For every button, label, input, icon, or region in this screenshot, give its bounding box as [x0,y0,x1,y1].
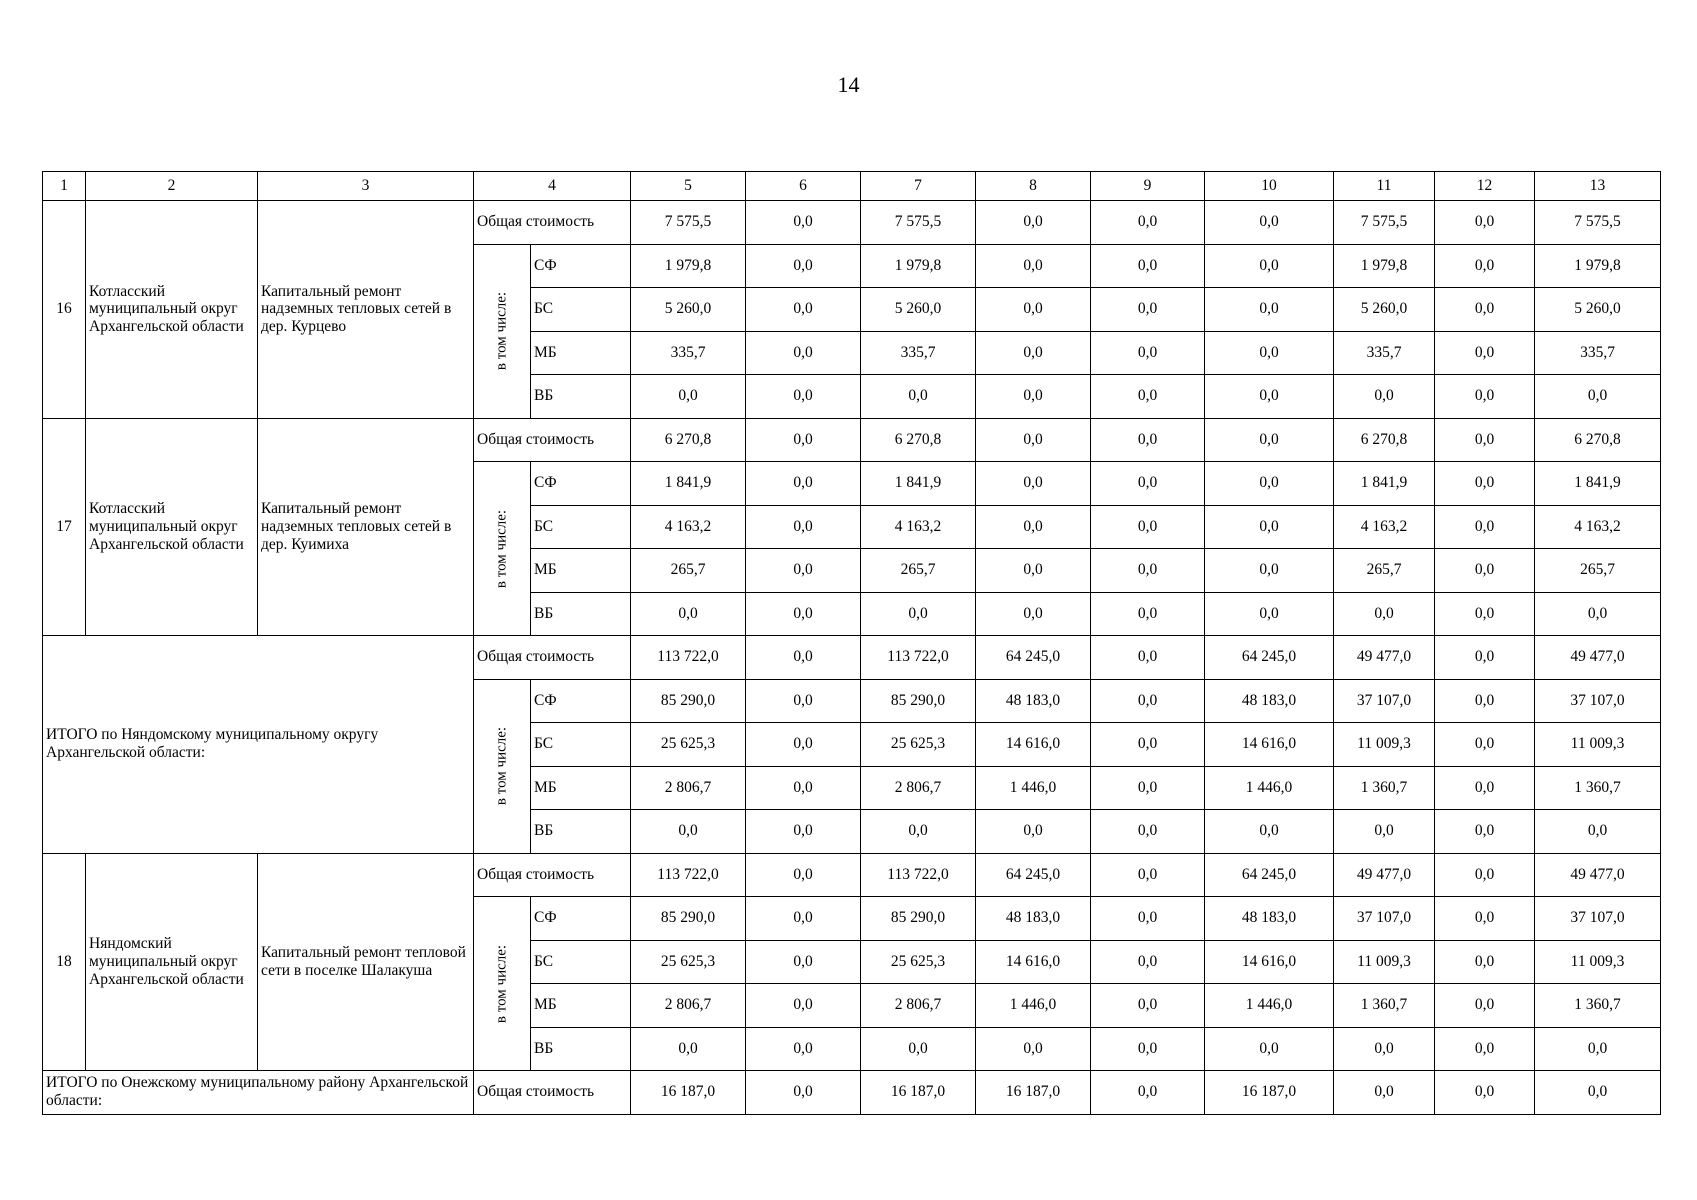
value-cell: 0,0 [746,331,861,375]
header-cell: 4 [474,172,631,201]
value-cell: 4 163,2 [861,505,976,549]
total-cost-label: Общая стоимость [474,1071,631,1115]
value-cell: 1 360,7 [1334,766,1435,810]
value-cell: 265,7 [861,549,976,593]
value-cell: 0,0 [1535,375,1661,419]
value-cell: 0,0 [1334,592,1435,636]
value-cell: 113 722,0 [861,853,976,897]
header-cell: 10 [1205,172,1334,201]
value-cell: 1 841,9 [861,462,976,506]
value-cell: 0,0 [861,375,976,419]
value-cell: 37 107,0 [1334,897,1435,941]
total-cost-label: Общая стоимость [474,418,631,462]
value-cell: 0,0 [1334,375,1435,419]
value-cell: 37 107,0 [1535,897,1661,941]
source-label: БС [531,505,631,549]
value-cell: 0,0 [976,375,1091,419]
value-cell: 0,0 [1091,201,1205,245]
district-name: Няндомский муниципальный округ Архангельской области [86,853,258,1071]
value-cell: 49 477,0 [1535,636,1661,680]
value-cell: 14 616,0 [976,940,1091,984]
total-cost-label: Общая стоимость [474,636,631,680]
value-cell: 1 446,0 [976,984,1091,1028]
value-cell: 0,0 [1334,1071,1435,1115]
table-row [43,1071,1661,1115]
value-cell: 335,7 [861,331,976,375]
header-cell: 11 [1334,172,1435,201]
value-cell: 0,0 [631,1027,746,1071]
value-cell: 0,0 [746,549,861,593]
value-cell: 85 290,0 [861,897,976,941]
value-cell: 0,0 [1091,897,1205,941]
value-cell: 0,0 [746,984,861,1028]
value-cell: 0,0 [1205,505,1334,549]
value-cell: 0,0 [1091,723,1205,767]
value-cell: 0,0 [976,418,1091,462]
value-cell: 0,0 [1205,549,1334,593]
value-cell: 0,0 [976,244,1091,288]
value-cell: 0,0 [1435,592,1535,636]
value-cell: 265,7 [1334,549,1435,593]
value-cell: 49 477,0 [1334,636,1435,680]
value-cell: 0,0 [1435,375,1535,419]
district-name: Котласский муниципальный округ Архангельской области [86,201,258,419]
value-cell: 0,0 [976,1027,1091,1071]
value-cell: 25 625,3 [631,940,746,984]
value-cell: 1 841,9 [1535,462,1661,506]
value-cell: 0,0 [1435,636,1535,680]
value-cell: 64 245,0 [1205,853,1334,897]
header-cell: 1 [43,172,86,201]
value-cell: 1 360,7 [1535,766,1661,810]
value-cell: 0,0 [1091,505,1205,549]
including-text: в том числе: [493,291,510,371]
value-cell: 0,0 [1091,375,1205,419]
value-cell: 0,0 [746,244,861,288]
value-cell: 0,0 [1205,331,1334,375]
value-cell: 48 183,0 [976,679,1091,723]
value-cell: 11 009,3 [1334,940,1435,984]
value-cell: 0,0 [746,636,861,680]
value-cell: 0,0 [861,592,976,636]
value-cell: 0,0 [1205,810,1334,854]
source-label: БС [531,288,631,332]
header-cell: 2 [86,172,258,201]
value-cell: 0,0 [1435,853,1535,897]
value-cell: 1 446,0 [1205,766,1334,810]
value-cell: 5 260,0 [1334,288,1435,332]
value-cell: 14 616,0 [1205,940,1334,984]
total-label: ИТОГО по Онежскому муниципальному району Архангельской области: [43,1071,474,1115]
district-name: Котласский муниципальный округ Архангельской области [86,418,258,636]
value-cell: 335,7 [1334,331,1435,375]
value-cell: 6 270,8 [861,418,976,462]
value-cell: 37 107,0 [1334,679,1435,723]
row-number: 17 [43,418,86,636]
header-cell: 13 [1535,172,1661,201]
value-cell: 0,0 [746,375,861,419]
value-cell: 0,0 [1435,984,1535,1028]
value-cell: 0,0 [1091,940,1205,984]
header-cell: 6 [746,172,861,201]
value-cell: 64 245,0 [976,853,1091,897]
value-cell: 0,0 [976,288,1091,332]
source-label: МБ [531,766,631,810]
value-cell: 7 575,5 [1535,201,1661,245]
value-cell: 265,7 [1535,549,1661,593]
row-number: 18 [43,853,86,1071]
value-cell: 4 163,2 [631,505,746,549]
value-cell: 25 625,3 [631,723,746,767]
value-cell: 2 806,7 [631,984,746,1028]
value-cell: 64 245,0 [1205,636,1334,680]
value-cell: 1 841,9 [631,462,746,506]
value-cell: 1 979,8 [861,244,976,288]
value-cell: 0,0 [1435,897,1535,941]
value-cell: 0,0 [746,1071,861,1115]
header-cell: 3 [258,172,474,201]
value-cell: 5 260,0 [1535,288,1661,332]
value-cell: 0,0 [1435,766,1535,810]
value-cell: 0,0 [1435,505,1535,549]
source-label: МБ [531,331,631,375]
value-cell: 1 360,7 [1535,984,1661,1028]
value-cell: 0,0 [746,723,861,767]
value-cell: 0,0 [976,592,1091,636]
value-cell: 4 163,2 [1535,505,1661,549]
value-cell: 0,0 [1435,1027,1535,1071]
value-cell: 0,0 [1435,549,1535,593]
value-cell: 0,0 [746,897,861,941]
value-cell: 0,0 [746,679,861,723]
source-label: БС [531,940,631,984]
value-cell: 0,0 [1091,984,1205,1028]
value-cell: 113 722,0 [861,636,976,680]
source-label: СФ [531,679,631,723]
value-cell: 48 183,0 [976,897,1091,941]
value-cell: 0,0 [861,1027,976,1071]
table-row [43,853,1661,897]
value-cell: 0,0 [1334,810,1435,854]
source-label: СФ [531,244,631,288]
value-cell: 0,0 [1435,1071,1535,1115]
value-cell: 0,0 [1435,244,1535,288]
header-cell: 9 [1091,172,1205,201]
value-cell: 1 446,0 [976,766,1091,810]
value-cell: 16 187,0 [1205,1071,1334,1115]
value-cell: 2 806,7 [861,766,976,810]
value-cell: 0,0 [1205,288,1334,332]
value-cell: 25 625,3 [861,940,976,984]
value-cell: 0,0 [746,201,861,245]
table-row [43,201,1661,245]
value-cell: 0,0 [1091,418,1205,462]
value-cell: 0,0 [1091,766,1205,810]
including-label [474,244,531,418]
page-number: 14 [837,72,860,97]
value-cell: 14 616,0 [976,723,1091,767]
value-cell: 6 270,8 [631,418,746,462]
value-cell: 1 360,7 [1334,984,1435,1028]
value-cell: 0,0 [1091,288,1205,332]
value-cell: 0,0 [746,592,861,636]
budget-table [42,171,1661,1115]
including-text: в том числе: [493,944,510,1023]
value-cell: 1 979,8 [1535,244,1661,288]
source-label: ВБ [531,375,631,419]
value-cell: 0,0 [1435,723,1535,767]
value-cell: 7 575,5 [861,201,976,245]
project-name: Капитальный ремонт тепловой сети в поселке Шалакуша [258,853,474,1071]
value-cell: 0,0 [746,853,861,897]
value-cell: 0,0 [1535,1071,1661,1115]
value-cell: 0,0 [1535,810,1661,854]
value-cell: 0,0 [746,418,861,462]
header-cell: 8 [976,172,1091,201]
value-cell: 37 107,0 [1535,679,1661,723]
value-cell: 0,0 [746,288,861,332]
value-cell: 0,0 [1334,1027,1435,1071]
value-cell: 0,0 [1205,375,1334,419]
value-cell: 0,0 [631,592,746,636]
total-label: ИТОГО по Няндомскому муниципальному округу Архангельской области: [43,636,474,854]
source-label: СФ [531,462,631,506]
table-row [43,636,1661,680]
value-cell: 11 009,3 [1535,940,1661,984]
value-cell: 5 260,0 [631,288,746,332]
value-cell: 85 290,0 [631,897,746,941]
value-cell: 0,0 [1205,462,1334,506]
value-cell: 48 183,0 [1205,897,1334,941]
value-cell: 11 009,3 [1535,723,1661,767]
table-row [43,418,1661,462]
value-cell: 0,0 [1091,549,1205,593]
header-cell: 7 [861,172,976,201]
value-cell: 11 009,3 [1334,723,1435,767]
value-cell: 0,0 [746,810,861,854]
total-cost-label: Общая стоимость [474,201,631,245]
including-label [474,679,531,853]
value-cell: 0,0 [746,462,861,506]
value-cell: 1 979,8 [631,244,746,288]
value-cell: 2 806,7 [861,984,976,1028]
value-cell: 0,0 [746,940,861,984]
value-cell: 0,0 [976,549,1091,593]
value-cell: 7 575,5 [1334,201,1435,245]
value-cell: 0,0 [1205,1027,1334,1071]
value-cell: 0,0 [1205,201,1334,245]
value-cell: 49 477,0 [1334,853,1435,897]
value-cell: 0,0 [1535,1027,1661,1071]
value-cell: 1 841,9 [1334,462,1435,506]
value-cell: 0,0 [1435,331,1535,375]
value-cell: 6 270,8 [1334,418,1435,462]
value-cell: 0,0 [976,201,1091,245]
value-cell: 0,0 [631,375,746,419]
value-cell: 4 163,2 [1334,505,1435,549]
value-cell: 113 722,0 [631,636,746,680]
value-cell: 64 245,0 [976,636,1091,680]
value-cell: 0,0 [1205,592,1334,636]
project-name: Капитальный ремонт надземных тепловых сетей в дер. Куимиха [258,418,474,636]
value-cell: 0,0 [1435,679,1535,723]
row-number: 16 [43,201,86,419]
value-cell: 0,0 [1091,592,1205,636]
value-cell: 6 270,8 [1535,418,1661,462]
value-cell: 0,0 [861,810,976,854]
value-cell: 0,0 [1091,679,1205,723]
value-cell: 14 616,0 [1205,723,1334,767]
value-cell: 0,0 [1205,418,1334,462]
value-cell: 335,7 [631,331,746,375]
value-cell: 265,7 [631,549,746,593]
value-cell: 0,0 [1091,244,1205,288]
value-cell: 0,0 [976,505,1091,549]
value-cell: 0,0 [1435,940,1535,984]
value-cell: 7 575,5 [631,201,746,245]
source-label: ВБ [531,1027,631,1071]
value-cell: 5 260,0 [861,288,976,332]
value-cell: 0,0 [631,810,746,854]
including-text: в том числе: [493,509,510,588]
value-cell: 85 290,0 [861,679,976,723]
value-cell: 16 187,0 [631,1071,746,1115]
value-cell: 0,0 [1091,636,1205,680]
value-cell: 16 187,0 [861,1071,976,1115]
value-cell: 0,0 [746,766,861,810]
including-text: в том числе: [493,726,510,806]
source-label: СФ [531,897,631,941]
value-cell: 0,0 [976,810,1091,854]
value-cell: 85 290,0 [631,679,746,723]
value-cell: 25 625,3 [861,723,976,767]
value-cell: 0,0 [1435,418,1535,462]
header-cell: 5 [631,172,746,201]
value-cell: 48 183,0 [1205,679,1334,723]
value-cell: 0,0 [1091,1027,1205,1071]
value-cell: 335,7 [1535,331,1661,375]
value-cell: 0,0 [1091,853,1205,897]
value-cell: 49 477,0 [1535,853,1661,897]
header-cell: 12 [1435,172,1535,201]
value-cell: 1 979,8 [1334,244,1435,288]
including-label [474,897,531,1071]
value-cell: 0,0 [1091,462,1205,506]
value-cell: 0,0 [1435,462,1535,506]
value-cell: 0,0 [1091,1071,1205,1115]
source-label: ВБ [531,592,631,636]
value-cell: 1 446,0 [1205,984,1334,1028]
value-cell: 2 806,7 [631,766,746,810]
value-cell: 0,0 [976,331,1091,375]
including-label [474,462,531,636]
value-cell: 0,0 [1435,288,1535,332]
total-cost-label: Общая стоимость [474,853,631,897]
source-label: МБ [531,549,631,593]
value-cell: 0,0 [1435,810,1535,854]
value-cell: 0,0 [746,1027,861,1071]
value-cell: 0,0 [1435,201,1535,245]
value-cell: 0,0 [1535,592,1661,636]
value-cell: 0,0 [1091,810,1205,854]
source-label: БС [531,723,631,767]
value-cell: 0,0 [746,505,861,549]
value-cell: 0,0 [1091,331,1205,375]
value-cell: 16 187,0 [976,1071,1091,1115]
project-name: Капитальный ремонт надземных тепловых сетей в дер. Курцево [258,201,474,419]
source-label: ВБ [531,810,631,854]
value-cell: 113 722,0 [631,853,746,897]
value-cell: 0,0 [976,462,1091,506]
header-row [43,172,1661,201]
value-cell: 0,0 [1205,244,1334,288]
source-label: МБ [531,984,631,1028]
